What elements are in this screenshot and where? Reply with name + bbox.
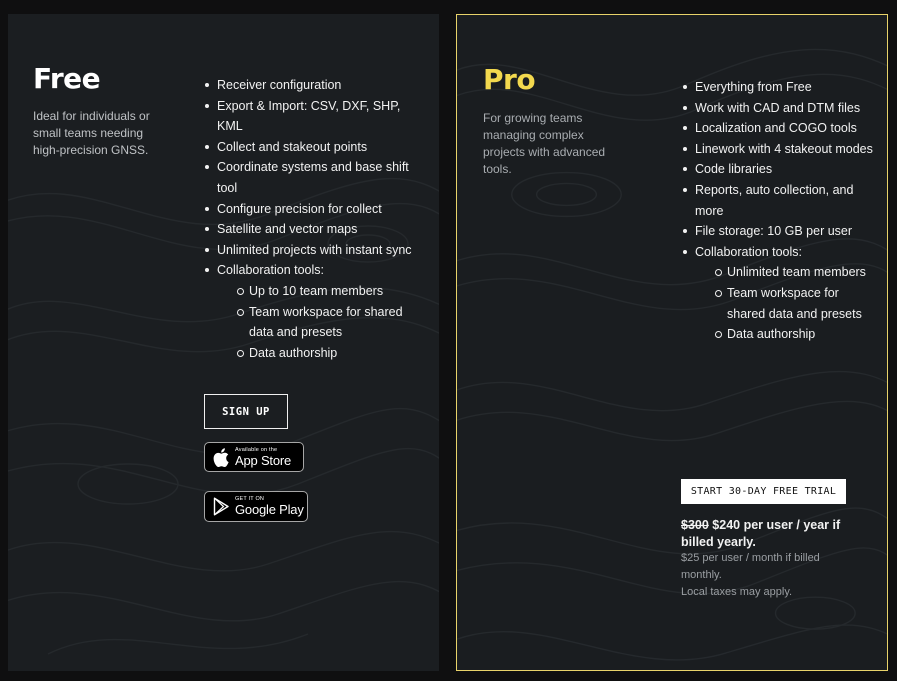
app-store-big-text: App Store (235, 452, 292, 468)
pro-plan-description: For growing teams managing complex projects with advanced tools. (483, 111, 606, 176)
monthly-price-note: $25 per user / month if billed monthly. (681, 552, 820, 581)
sub-feature-item: Up to 10 team members (249, 281, 422, 302)
pro-plan-title: Pro (483, 63, 536, 96)
collaboration-sub-list (217, 281, 422, 363)
feature-item-label: Collaboration tools: (695, 244, 803, 259)
feature-item: Unlimited projects with instant sync (217, 240, 422, 261)
feature-item: Linework with 4 stakeout modes (695, 139, 873, 160)
feature-item: Code libraries (695, 159, 873, 180)
feature-item: Export & Import: CSV, DXF, SHP, KML (217, 96, 422, 137)
free-plan-title: Free (33, 62, 101, 95)
current-price: $240 per user / year if billed yearly. (681, 518, 841, 549)
collaboration-sub-list (695, 262, 873, 344)
free-plan-description: Ideal for individuals or small teams needing high-precision GNSS. (33, 109, 150, 157)
pro-price (681, 517, 851, 551)
free-plan-card (8, 14, 439, 671)
app-store-badge[interactable] (204, 442, 304, 472)
feature-item: Everything from Free (695, 77, 873, 98)
feature-item-collaboration (695, 242, 873, 345)
pro-plan-card (456, 14, 888, 671)
start-free-trial-button[interactable]: START 30-DAY FREE TRIAL (681, 479, 846, 504)
app-store-small-text: Available on the (235, 446, 278, 453)
sub-feature-item: Unlimited team members (727, 262, 873, 283)
feature-item: File storage: 10 GB per user (695, 221, 873, 242)
feature-item: Coordinate systems and base shift tool (217, 157, 422, 198)
google-play-text (235, 496, 304, 517)
sign-up-button[interactable]: SIGN UP (204, 394, 288, 429)
sub-feature-item: Team workspace for shared data and presets (727, 283, 873, 324)
sub-feature-item: Data authorship (249, 343, 422, 364)
old-price: $300 (681, 518, 709, 532)
feature-item: Satellite and vector maps (217, 219, 422, 240)
feature-item: Collect and stakeout points (217, 137, 422, 158)
feature-item-label: Collaboration tools: (217, 263, 325, 278)
free-feature-list (217, 75, 422, 363)
app-store-text (235, 447, 291, 468)
pro-feature-list (695, 77, 873, 345)
google-play-small-text: GET IT ON (235, 496, 265, 502)
feature-item: Reports, auto collection, and more (695, 180, 873, 221)
google-play-big-text: Google Play (235, 502, 304, 517)
feature-item: Configure precision for collect (217, 199, 422, 220)
apple-icon (210, 443, 232, 471)
tax-note: Local taxes may apply. (681, 586, 793, 598)
sub-feature-item: Team workspace for shared data and presets (249, 302, 422, 343)
google-play-icon (210, 492, 232, 521)
google-play-badge[interactable] (204, 491, 308, 522)
sub-feature-item: Data authorship (727, 324, 873, 345)
feature-item-collaboration (217, 260, 422, 363)
feature-item: Localization and COGO tools (695, 118, 873, 139)
feature-item: Work with CAD and DTM files (695, 98, 873, 119)
feature-item: Receiver configuration (217, 75, 422, 96)
